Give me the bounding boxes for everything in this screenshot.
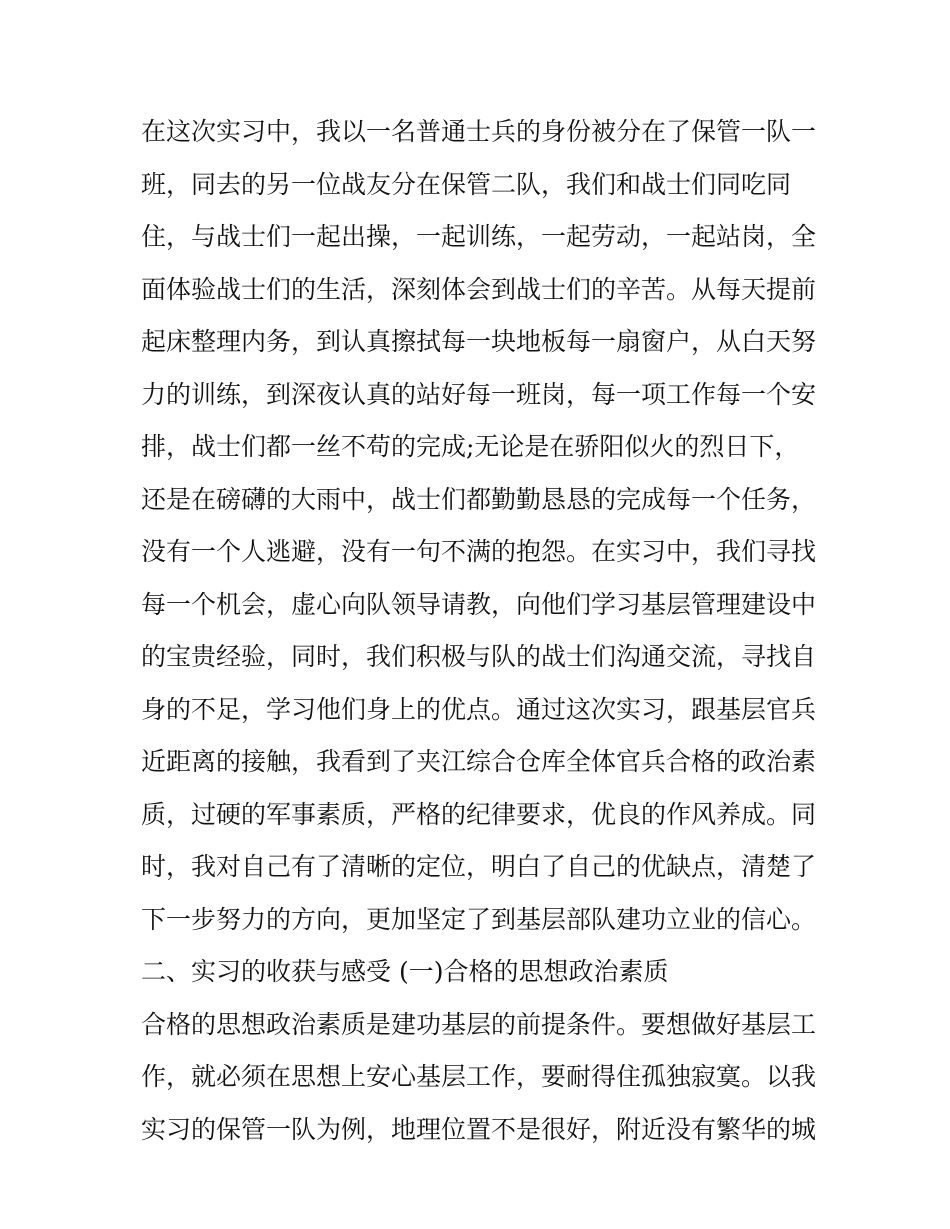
text-line: 班，同去的另一位战友分在保管二队，我们和战士们同吃同 [141,169,792,199]
text-line: 在这次实习中，我以一名普通士兵的身份被分在了保管一队一 [141,117,817,146]
text-line: 面体验战士们的生活，深刻体会到战士们的辛苦。从每天提前 [141,274,817,304]
text-line: 质，过硬的军事素质，严格的纪律要求，优良的作风养成。同 [141,799,817,829]
body-text [141,106,821,1156]
text-line: 身的不足，学习他们身上的优点。通过这次实习，跟基层官兵 [141,694,817,724]
section-heading: 二、实习的收获与感受 (一)合格的思想政治素质 [141,957,669,986]
text-line: 合格的思想政治素质是建功基层的前提条件。要想做好基层工 [141,1009,817,1039]
text-line: 近距离的接触，我看到了夹江综合仓库全体官兵合格的政治素 [141,747,817,776]
text-line: 每一个机会，虚心向队领导请教，向他们学习基层管理建设中 [141,589,817,619]
text-line: 的宝贵经验，同时，我们积极与队的战士们沟通交流，寻找自 [141,642,817,671]
text-line: 力的训练，到深夜认真的站好每一班岗，每一项工作每一个安 [141,379,817,409]
text-line: 没有一个人逃避，没有一句不满的抱怨。在实习中，我们寻找 [141,537,817,566]
text-line: 还是在磅礴的大雨中，战士们都勤勤恳恳的完成每一个任务， [141,484,817,514]
text-line: 时，我对自己有了清晰的定位，明白了自己的优缺点，清楚了 [141,852,817,881]
text-line: 作，就必须在思想上安心基层工作，要耐得住孤独寂寞。以我 [141,1062,817,1091]
text-line: 住，与战士们一起出操，一起训练，一起劳动，一起站岗，全 [141,222,817,251]
text-line: 排，战士们都一丝不苟的完成;无论是在骄阳似火的烈日下， [141,432,800,461]
text-line: 下一步努力的方向，更加坚定了到基层部队建功立业的信心。 [141,904,817,934]
text-line: 实习的保管一队为例，地理位置不是很好，附近没有繁华的城 [141,1114,817,1144]
text-line: 起床整理内务，到认真擦拭每一块地板每一扇窗户，从白天努 [141,327,817,356]
